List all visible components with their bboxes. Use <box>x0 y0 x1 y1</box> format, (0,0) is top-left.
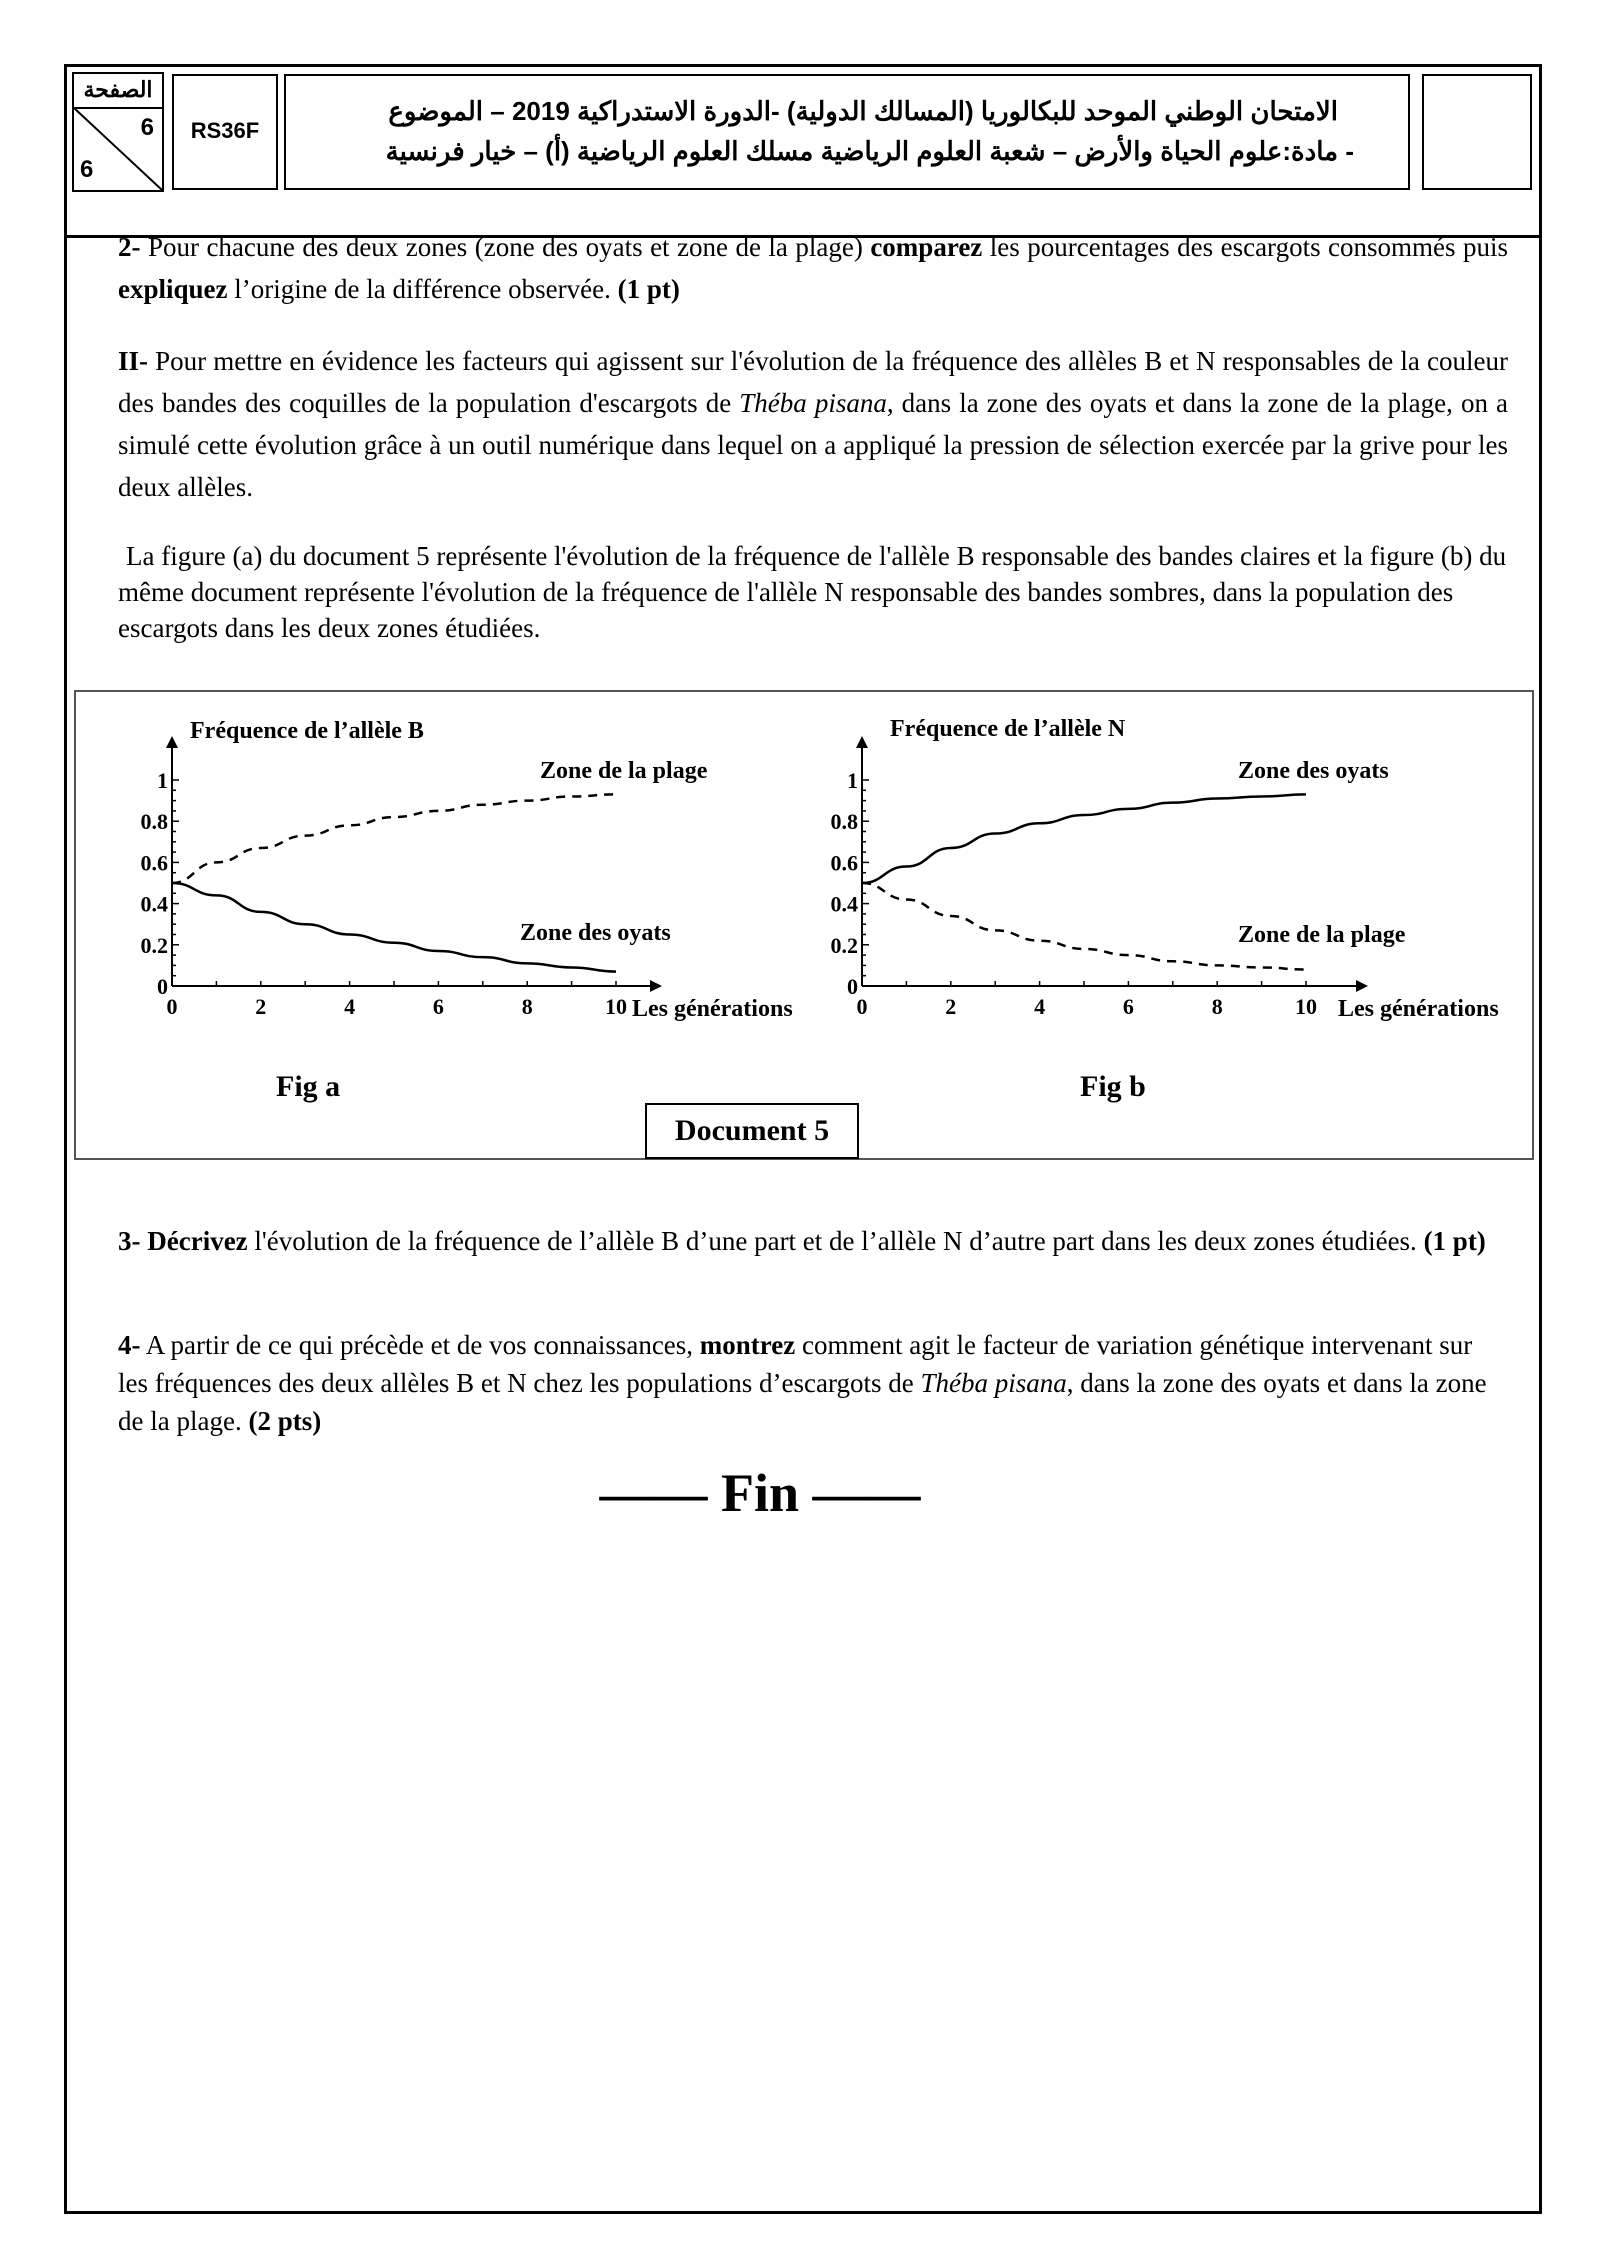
y-tick-label: 0.6 <box>830 850 858 876</box>
subject-code-box <box>172 74 278 190</box>
y-tick-label: 0 <box>157 974 168 999</box>
q2-verb-compare: comparez <box>870 232 983 262</box>
page-total: 6 <box>80 156 94 183</box>
part2-species: Théba pisana <box>739 388 887 418</box>
part-2-figure-text <box>118 538 1530 646</box>
series-line-solid <box>862 794 1306 883</box>
q4-verb-show: montrez <box>699 1330 796 1360</box>
x-tick-label: 6 <box>432 994 444 1019</box>
subject-code: RS36F <box>190 118 260 143</box>
x-tick-label: 0 <box>856 994 868 1019</box>
q4-text-2: comment agit le facteur de variation génétique intervenant sur les fréquences des deux allèles B et N chez les populations d’escargots de <box>118 1330 1473 1398</box>
part2-text-2: , dans la zone des oyats et dans la zone de la plage, on a simulé cette évolution grâce à un outil numérique dans lequel on a appliqué la pression de sélection exercée par la grive pour les deux allèles. <box>118 388 1509 502</box>
q3-verb-describe: Décrivez <box>147 1226 248 1256</box>
series-label: Zone de la plage <box>1238 922 1406 948</box>
exam-title-box <box>284 74 1410 190</box>
fig-b-chart <box>790 700 1530 1060</box>
y-tick-label: 0.4 <box>140 891 168 917</box>
end-marker: —— Fin —— <box>599 1463 921 1523</box>
x-tick-label: 8 <box>521 994 533 1019</box>
q3-points: (1 pt) <box>1423 1226 1486 1256</box>
series-label: Zone de la plage <box>540 758 708 784</box>
y-tick-label: 1 <box>157 768 168 793</box>
page-word: الصفحة <box>83 77 153 102</box>
chart-title: Fréquence de l’allèle N <box>890 716 1126 742</box>
q3-number: 3- <box>118 1226 141 1256</box>
q2-text-2: les pourcentages des escargots consommés puis <box>982 232 1509 262</box>
x-tick-label: 4 <box>344 994 356 1019</box>
x-axis-label: Les générations <box>632 996 793 1022</box>
question-4 <box>118 1326 1508 1440</box>
x-tick-label: 2 <box>945 994 957 1019</box>
y-tick-label: 0.2 <box>830 932 858 958</box>
question-3 <box>118 1222 1508 1260</box>
series-line-dashed <box>172 794 616 883</box>
series-label: Zone des oyats <box>1238 758 1389 784</box>
page-number: 6 <box>140 114 154 141</box>
part2-text-1: Pour mettre en évidence les facteurs qui agissent sur l'évolution de la fréquence des allèles B et N responsables de la couleur des bandes des coquilles de la population d'escargots de <box>118 346 1508 418</box>
page-number-box <box>72 72 164 192</box>
x-axis-label: Les générations <box>1338 996 1499 1022</box>
x-tick-label: 6 <box>1122 994 1134 1019</box>
y-axis-arrow <box>856 736 868 748</box>
x-axis-arrow <box>1356 980 1368 992</box>
q2-points: (1 pt) <box>617 274 680 304</box>
exam-title-line1: الامتحان الوطني الموحد للبكالوريا (المسالك الدولية) -الدورة الاستدراكية 2019 – الموضوع <box>388 96 1338 126</box>
q4-species: Théba pisana <box>920 1368 1067 1398</box>
q2-verb-explain: expliquez <box>118 274 228 304</box>
fig-a-chart <box>90 700 810 1060</box>
q2-text-3: l’origine de la différence observée. <box>227 274 618 304</box>
q4-text-1: A partir de ce qui précède et de vos connaissances, <box>140 1330 700 1360</box>
q3-text-1: l'évolution de la fréquence de l’allèle B d’une part et de l’allèle N d’autre part dans les deux zones étudiées. <box>247 1226 1424 1256</box>
part2-number: II- <box>118 346 149 376</box>
y-tick-label: 1 <box>847 768 858 793</box>
part2-figure-description: La figure (a) du document 5 représente l'évolution de la fréquence de l'allèle B responsable des bandes claires et la figure (b) du même document représente l'évolution de la fréquence de l'allèle N responsable des bandes sombres, dans la population des escargots dans les deux zones étudiées. <box>118 541 1507 643</box>
fig-a-label: Fig a <box>276 1070 341 1103</box>
y-tick-label: 0.2 <box>140 932 168 958</box>
q2-number: 2- <box>118 232 141 262</box>
q4-text-3: , dans la zone des oyats et dans la zone de la plage. <box>118 1368 1487 1436</box>
x-tick-label: 10 <box>605 994 627 1019</box>
x-tick-label: 2 <box>255 994 267 1019</box>
q2-text-1: Pour chacune des deux zones (zone des oyats et zone de la plage) <box>140 232 871 262</box>
empty-header-box <box>1422 74 1532 190</box>
y-axis-arrow <box>166 736 178 748</box>
series-label: Zone des oyats <box>520 920 671 946</box>
x-tick-label: 0 <box>166 994 178 1019</box>
chart-title: Fréquence de l’allèle B <box>190 718 424 744</box>
y-tick-label: 0.4 <box>830 891 858 917</box>
x-tick-label: 4 <box>1034 994 1046 1019</box>
x-tick-label: 8 <box>1211 994 1223 1019</box>
part-2-intro <box>118 340 1508 508</box>
q4-number: 4- <box>118 1330 141 1360</box>
y-tick-label: 0.6 <box>140 850 168 876</box>
y-tick-label: 0.8 <box>140 809 168 835</box>
question-2 <box>118 226 1508 310</box>
x-tick-label: 10 <box>1295 994 1317 1019</box>
exam-title-line2: - مادة:علوم الحياة والأرض – شعبة العلوم الرياضية مسلك العلوم الرياضية (أ) – خيار فرنسية <box>385 136 1354 166</box>
document-5-label: Document 5 <box>645 1103 859 1159</box>
q4-points: (2 pts) <box>248 1406 322 1436</box>
fig-b-label: Fig b <box>1080 1070 1146 1103</box>
x-axis-arrow <box>650 980 662 992</box>
y-tick-label: 0.8 <box>830 809 858 835</box>
y-tick-label: 0 <box>847 974 858 999</box>
